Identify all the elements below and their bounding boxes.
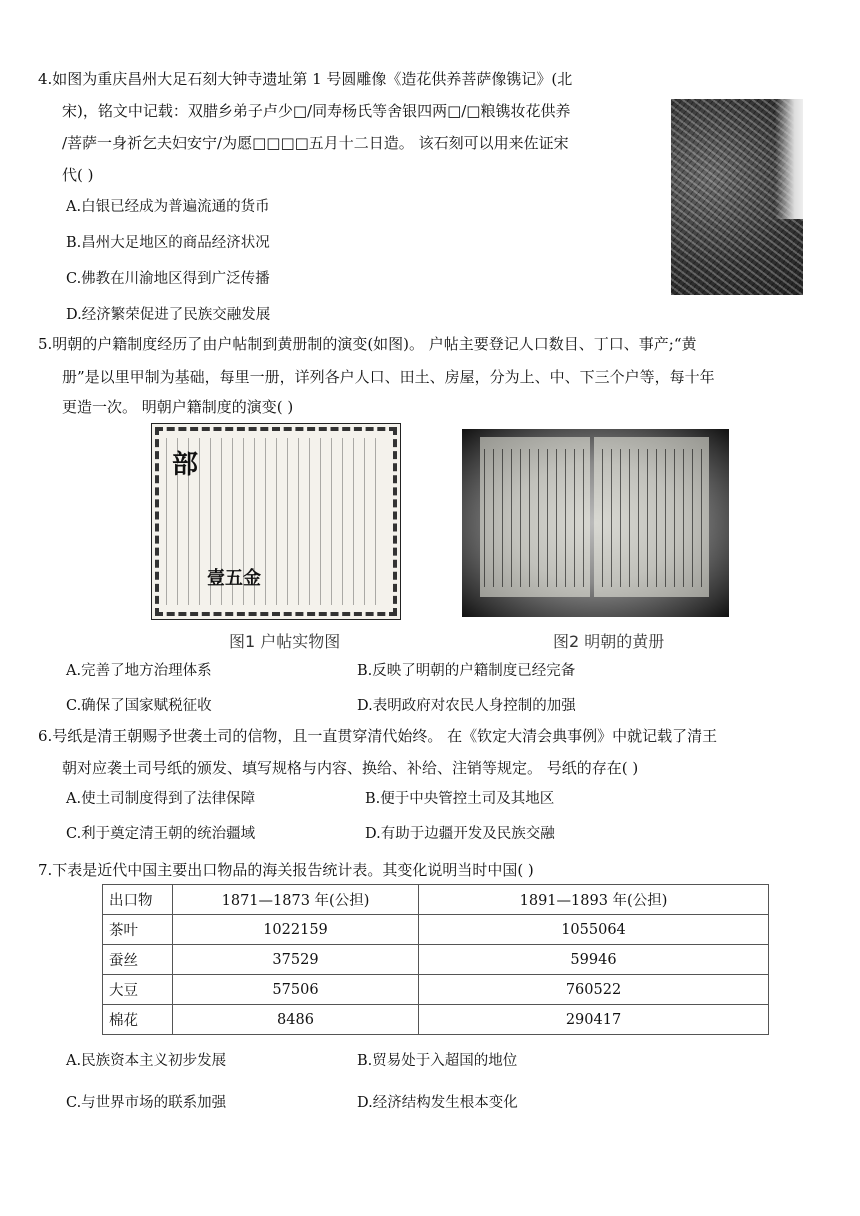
q6-option-a[interactable]: A.使土司制度得到了法律保障 <box>66 791 256 807</box>
q5-line-1: 5.明朝的户籍制度经历了由户帖制到黄册制的演变(如图)。 户帖主要登记人口数目、丁口、事产;“黄 <box>38 335 697 353</box>
fig1-caption: 图1 户帖实物图 <box>229 632 341 651</box>
table-header-cell: 出口物 <box>103 885 173 915</box>
q5-line-2: 册”是以里甲制为基础，每里一册，详列各户人口、田土、房屋，分为上、中、下三个户等，每十年 <box>62 368 715 386</box>
q7-option-d[interactable]: D.经济结构发生根本变化 <box>357 1095 518 1111</box>
table-row <box>103 945 769 975</box>
q5-option-b[interactable]: B.反映了明朝的户籍制度已经完备 <box>357 663 576 679</box>
table-header-cell: 1891—1893 年(公担) <box>419 885 769 915</box>
table-cell: 1022159 <box>173 915 419 945</box>
q4-line-4: 代( ) <box>62 166 94 184</box>
table-cell: 大豆 <box>103 975 173 1005</box>
table-cell: 59946 <box>419 945 769 975</box>
q7-option-b[interactable]: B.贸易处于入超国的地位 <box>357 1053 518 1069</box>
table-cell: 760522 <box>419 975 769 1005</box>
q5-line-3: 更造一次。 明朝户籍制度的演变( ) <box>62 398 294 416</box>
table-cell: 1055064 <box>419 915 769 945</box>
table-row <box>103 915 769 945</box>
table-cell: 57506 <box>173 975 419 1005</box>
q5-option-c[interactable]: C.确保了国家赋税征收 <box>66 698 212 714</box>
table-header-cell: 1871—1873 年(公担) <box>173 885 419 915</box>
table-cell: 蚕丝 <box>103 945 173 975</box>
q7-line-1: 7.下表是近代中国主要出口物品的海关报告统计表。其变化说明当时中国( ) <box>38 861 534 879</box>
q6-option-d[interactable]: D.有助于边疆开发及民族交融 <box>365 826 555 842</box>
q6-option-c[interactable]: C.利于奠定清王朝的统治疆域 <box>66 826 256 842</box>
q4-option-b[interactable]: B.昌州大足地区的商品经济状况 <box>66 235 270 251</box>
q5-option-a[interactable]: A.完善了地方治理体系 <box>66 663 212 679</box>
fig2-caption: 图2 明朝的黄册 <box>553 632 665 651</box>
q5-option-d[interactable]: D.表明政府对农民人身控制的加强 <box>357 698 576 714</box>
table-cell: 290417 <box>419 1005 769 1035</box>
fig1-char-bu: 部 <box>172 450 199 480</box>
table-header-row <box>103 885 769 915</box>
export-statistics-table <box>102 884 769 1035</box>
q6-option-b[interactable]: B.便于中央管控土司及其地区 <box>365 791 555 807</box>
table-cell: 37529 <box>173 945 419 975</box>
q4-line-1: 4.如图为重庆昌州大足石刻大钟寺遗址第 1 号圆雕像《造花供养菩萨像镌记》(北 <box>38 70 573 88</box>
table-cell: 8486 <box>173 1005 419 1035</box>
table-row <box>103 975 769 1005</box>
table-row <box>103 1005 769 1035</box>
q7-option-c[interactable]: C.与世界市场的联系加强 <box>66 1095 227 1111</box>
yellow-register-image <box>462 429 729 617</box>
q4-option-c[interactable]: C.佛教在川渝地区得到广泛传播 <box>66 271 270 287</box>
household-certificate-image <box>151 423 401 620</box>
q4-option-a[interactable]: A.白银已经成为普遍流通的货币 <box>66 199 270 215</box>
q6-line-2: 朝对应袭土司号纸的颁发、填写规格与内容、换给、补给、注销等规定。 号纸的存在( ) <box>62 759 639 777</box>
q4-line-3: /菩萨一身祈乞夫妇安宁/为愿□□□□五月十二日造。 该石刻可以用来佐证宋 <box>62 134 569 152</box>
q7-option-a[interactable]: A.民族资本主义初步发展 <box>66 1053 227 1069</box>
table-cell: 棉花 <box>103 1005 173 1035</box>
q6-line-1: 6.号纸是清王朝赐予世袭土司的信物，且一直贯穿清代始终。 在《钦定大清会典事例》中就记载了清王 <box>38 727 718 745</box>
fig1-char-amount: 壹五金 <box>207 568 261 589</box>
table-cell: 茶叶 <box>103 915 173 945</box>
q4-line-2: 宋)，铭文中记载：双腊乡弟子卢少□/同寿杨氏等舍银四两□/□粮镌妆花供养 <box>62 102 571 120</box>
stone-inscription-image <box>671 99 803 295</box>
q4-option-d[interactable]: D.经济繁荣促进了民族交融发展 <box>66 307 271 323</box>
